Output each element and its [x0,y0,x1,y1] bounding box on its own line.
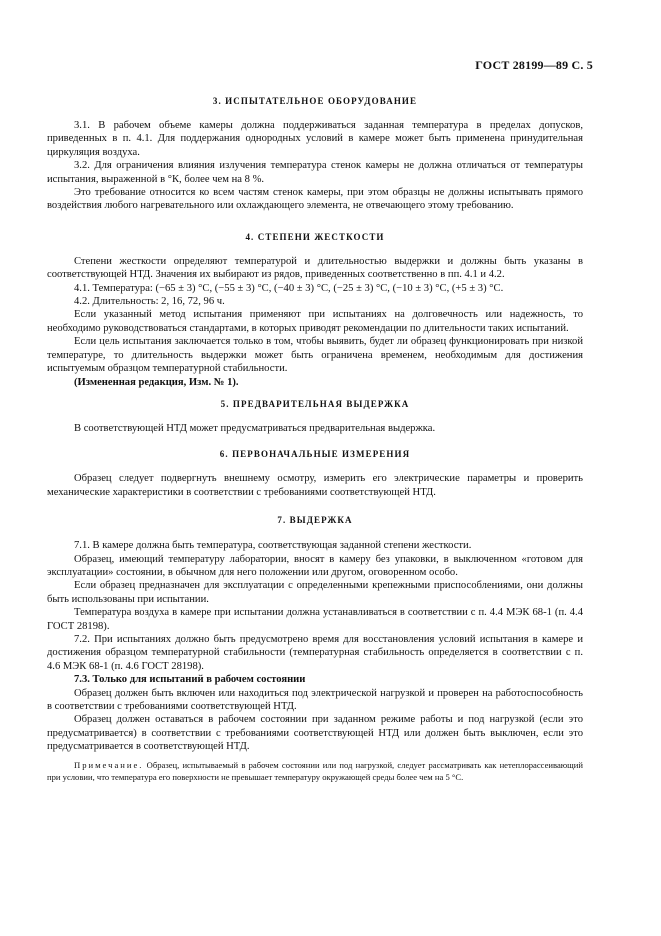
paragraph-4-1: 4.1. Температура: (−65 ± 3) °С, (−55 ± 3) °С, (−40 ± 3) °С, (−25 ± 3) °С, (−10 ± 3) °С, (+5 ± 3) °С. [74,282,504,294]
running-head: ГОСТ 28199—89 С. 5 [475,58,593,72]
section-6-title: 6. ПЕРВОНАЧАЛЬНЫЕ ИЗМЕРЕНИЯ [219,449,411,460]
paragraph-7-1: 7.1. В камере должна быть температура, соответствующая заданной степени жесткости. [74,540,472,552]
paragraph-3-2: 3.2. Для ограничения влияния излучения температура стенок камеры не должна отличаться от температуры испытания, выраженной в °К, более чем на 8 %. [47,160,583,185]
section-7-title: 7. ВЫДЕРЖКА [277,515,353,526]
paragraph-7-1-fixtures: Если образец предназначен для эксплуатации с определенными крепежными приспособлениями, они должны быть использованы при испытании. [47,580,583,605]
paragraph-4-stability: Если цель испытания заключается только в том, чтобы выявить, будет ли образец функционировать при низкой температуре, то длительность выдержки может быть ограничена временем, необходимым для достижения испытуемым образцом температурной стабильности. [47,336,583,375]
paragraph-6: Образец следует подвергнуть внешнему осмотру, измерить его электрические параметры и проверить механические характеристики в соответствии с требованиями соответствующей НТД. [47,473,583,498]
section-5-title: 5. ПРЕДВАРИТЕЛЬНАЯ ВЫДЕРЖКА [220,398,410,409]
paragraph-4-intro: Степени жесткости определяют температурой и длительностью выдержки и должны быть указаны в соответствующей НТД. Значения их выбирают из рядов, приведенных соответственно в пп. 4.1 и 4.2. [47,255,583,281]
paragraph-7-2: 7.2. При испытаниях должно быть предусмотрено время для восстановления условий испытания в камере и достижения образцом температурной стабильности (температурная стабильность определяется в соответствии с п. 4.6 МЭК 68-1 (п. 4.6 ГОСТ 28198). [47,633,583,672]
paragraph-4-reliability: Если указанный метод испытания применяют при испытаниях на долговечность или надежность, то необходимо руководствоваться стандартами, в которых приводят рекомендации по длительности таких испытаний. [47,309,583,334]
paragraph-7-3-b: Образец должен оставаться в рабочем состоянии при заданном режиме работы и под нагрузкой (если это предусматривается) в соответствии с требованиями соответствующей НТД или должен быть выключен, если это предусматривается в соответствующей НТД. [47,714,583,753]
document-page [47,58,583,783]
paragraph-5: В соответствующей НТД может предусматриваться предварительная выдержка. [74,422,436,434]
paragraph-7-1-air: Температура воздуха в камере при испытании должна устанавливаться в соответствии с п. 4.4 МЭК 68-1 (п. 4.4 ГОСТ 28198). [47,607,583,632]
section-3-title: 3. ИСПЫТАТЕЛЬНОЕ ОБОРУДОВАНИЕ [212,96,418,106]
paragraph-4-2: 4.2. Длительность: 2, 16, 72, 96 ч. [74,296,225,308]
paragraph-7-1-sample: Образец, имеющий температуру лаборатории, вносят в камеру без упаковки, в выключенном «готовом для эксплуатации» состоянии, в обычном для него положении или другом, оговоренном особо. [47,553,583,578]
section-4-title: 4. СТЕПЕНИ ЖЕСТКОСТИ [245,231,385,242]
amendment-note: (Измененная редакция, Изм. № 1). [74,376,239,388]
paragraph-3-2-note: Это требование относится ко всем частям стенок камеры, при этом образцы не должны испытывать прямого воздействия любого нагревательного или охлаждающего элемента, не отвечающего этому требованию. [47,187,583,212]
paragraph-3-1: 3.1. В рабочем объеме камеры должна поддерживаться заданная температура в пределах допусков, приведенных в п. 4.1. Для поддержания однородных условий в камере может быть применена принудительная циркуляция воздуха. [47,120,583,158]
note-text: Образец, испытываемый в рабочем состоянии или под нагрузкой, следует рассматривать как нетеплорассеивающий при условии, что температура его поверхности не превышает температуру окружающей среды более чем на 5 °С. [47,759,583,782]
paragraph-7-3-a: Образец должен быть включен или находиться под электрической нагрузкой и проверен на работоспособность в соответствии с требованиями соответствующей НТД. [47,687,583,712]
footnote [47,759,583,783]
subsection-7-3-heading: 7.3. Только для испытаний в рабочем состоянии [74,674,306,686]
note-label: Примечание. [74,759,144,770]
